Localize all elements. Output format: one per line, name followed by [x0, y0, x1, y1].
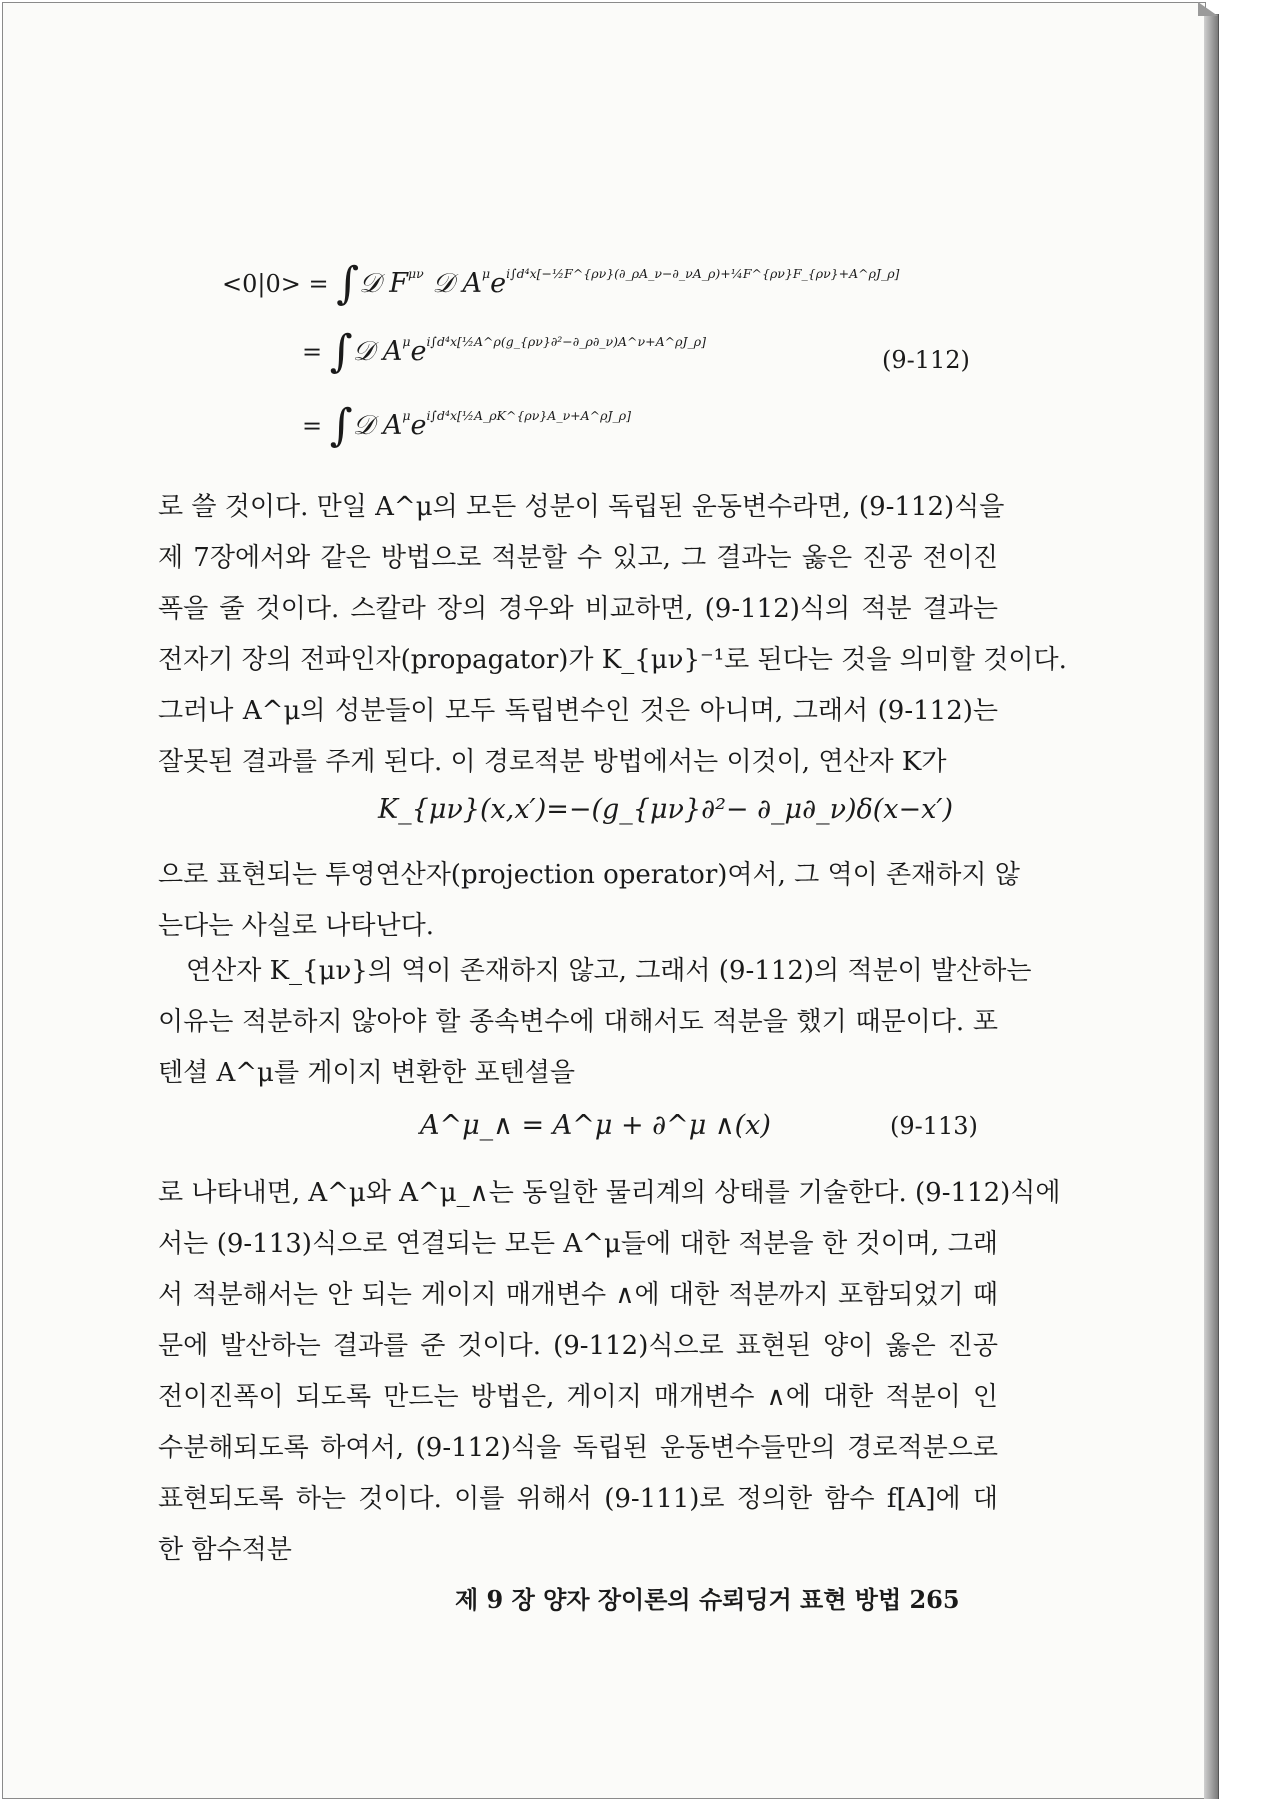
- text-line: 제 7장에서와 같은 방법으로 적분할 수 있고, 그 결과는 옳은 진공 전이진: [158, 543, 998, 573]
- paragraph-3: [158, 956, 1032, 1111]
- vacuum-amplitude-lhs: <0|0> =: [222, 270, 337, 298]
- integral-sign: ∫: [336, 258, 360, 309]
- equation-9-112-line-3: [302, 394, 631, 451]
- measure-A: 𝒟 A: [432, 268, 482, 299]
- measure-A: 𝒟 A: [352, 336, 403, 367]
- text-line: 수분해되도록 하여서, (9-112)식을 독립된 운동변수들만의 경로적분으로: [158, 1433, 998, 1463]
- text-line: 한 함수적분: [158, 1535, 292, 1565]
- exponential-base: e: [410, 336, 427, 367]
- text-line: 연산자 K_{μν}의 역이 존재하지 않고, 그래서 (9-112)의 적분이 발산하는: [186, 956, 1032, 986]
- measure-F: 𝒟 F: [359, 268, 409, 299]
- exponential-base: e: [410, 410, 427, 441]
- text-line: 그러나 A^μ의 성분들이 모두 독립변수인 것은 아니며, 그래서 (9-112)는: [158, 696, 998, 726]
- equals-sign: =: [302, 412, 330, 440]
- exponent: i∫d⁴x[½A^ρ(g_{ρν}∂²−∂_ρ∂_ν)A^ν+A^ρJ_ρ]: [426, 334, 706, 349]
- text-line: 서 적분해서는 안 되는 게이지 매개변수 ∧에 대한 적분까지 포함되었기 때: [158, 1280, 998, 1310]
- superscript: μ: [482, 266, 491, 281]
- equation-9-112-line-1: [222, 252, 900, 309]
- integral-sign: ∫: [329, 326, 353, 377]
- page-corner-fold: [1198, 2, 1218, 16]
- text-line: 표현되도록 하는 것이다. 이를 위해서 (9-111)로 정의한 함수 f[A]에 대: [158, 1484, 998, 1514]
- text-line: 는다는 사실로 나타난다.: [158, 911, 434, 941]
- text-line: 로 나타내면, A^μ와 A^μ_∧는 동일한 물리계의 상태를 기술한다. (9-112)식에: [158, 1178, 1061, 1208]
- exponent: i∫d⁴x[−½F^{ρν}(∂_ρA_ν−∂_νA_ρ)+¼F^{ρν}F_{ρν}+A^ρJ_ρ]: [506, 266, 900, 281]
- text-line: 잘못된 결과를 주게 된다. 이 경로적분 방법에서는 이것이, 연산자 K가: [158, 747, 947, 777]
- paragraph-1: [158, 492, 1067, 800]
- paragraph-4: [158, 1178, 1061, 1588]
- text-line: 로 쓸 것이다. 만일 A^μ의 모든 성분이 독립된 운동변수라면, (9-112)식을: [158, 492, 1005, 522]
- equation-number-9-112: (9-112): [882, 346, 970, 374]
- superscript: μ: [402, 334, 411, 349]
- equation-number-9-113: (9-113): [890, 1112, 978, 1140]
- text-line: 전자기 장의 전파인자(propagator)가 K_{μν}⁻¹로 된다는 것을 의미할 것이다.: [158, 645, 1067, 675]
- integral-sign: ∫: [329, 400, 353, 451]
- paragraph-2: [158, 860, 1020, 964]
- text-line: 이유는 적분하지 않아야 할 종속변수에 대해서도 적분을 했기 때문이다. 포: [158, 1007, 998, 1037]
- measure-A: 𝒟 A: [352, 410, 403, 441]
- superscript: μν: [408, 266, 424, 281]
- exponential-base: e: [490, 268, 507, 299]
- text-line: 전이진폭이 되도록 만드는 방법은, 게이지 매개변수 ∧에 대한 적분이 인: [158, 1382, 998, 1412]
- superscript: μ: [402, 408, 411, 423]
- text-line: 으로 표현되는 투영연산자(projection operator)여서, 그 역이 존재하지 않: [158, 860, 1020, 890]
- text-line: 폭을 줄 것이다. 스칼라 장의 경우와 비교하면, (9-112)식의 적분 결과는: [158, 594, 998, 624]
- equation-K-projection: K_{μν}(x,x′)=−(g_{μν}∂²− ∂_μ∂_ν)δ(x−x′): [378, 794, 954, 825]
- equals-sign: =: [302, 338, 330, 366]
- equation-9-112-line-2: [302, 320, 706, 377]
- page-footer: 제 9 장 양자 장이론의 슈뢰딩거 표현 방법 265: [455, 1585, 960, 1614]
- text-line: 서는 (9-113)식으로 연결되는 모든 A^μ들에 대한 적분을 한 것이며, 그래: [158, 1229, 998, 1259]
- page-edge-shadow: [1204, 14, 1219, 1799]
- text-line: 텐셜 A^μ를 게이지 변환한 포텐셜을: [158, 1058, 576, 1088]
- text-line: 문에 발산하는 결과를 준 것이다. (9-112)식으로 표현된 양이 옳은 진공: [158, 1331, 998, 1361]
- equation-9-113: A^μ_∧ = A^μ + ∂^μ ∧(x): [420, 1110, 771, 1141]
- exponent: i∫d⁴x[½A_ρK^{ρν}A_ν+A^ρJ_ρ]: [426, 408, 631, 423]
